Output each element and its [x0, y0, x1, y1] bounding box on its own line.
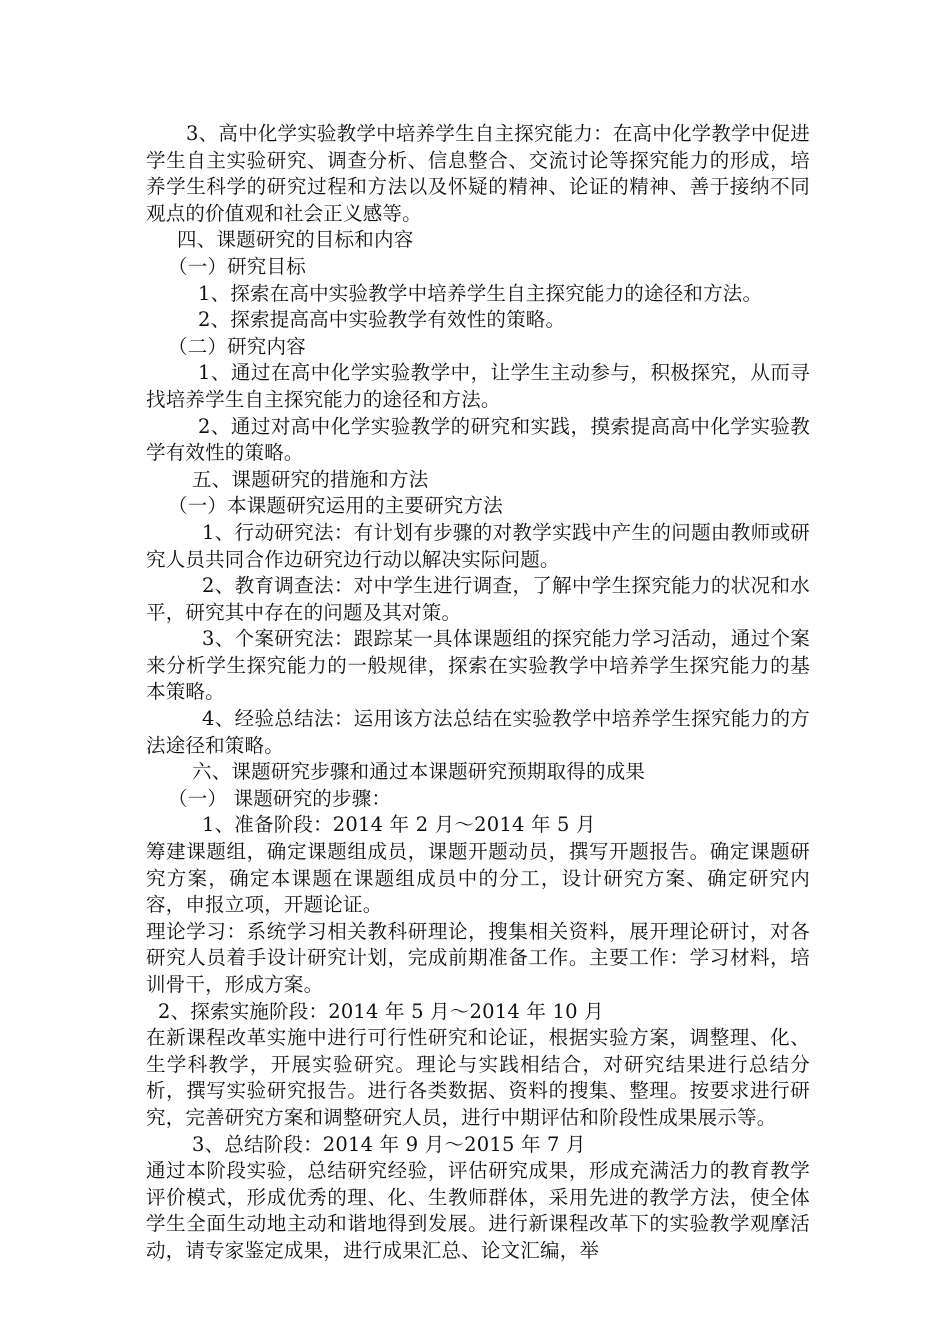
- stage-heading-2: 2、探索实施阶段：2014 年 5 月～2014 年 10 月: [158, 999, 604, 1023]
- stage-heading-3: 3、总结阶段：2014 年 9 月～2015 年 7 月: [192, 1132, 586, 1156]
- subsection-heading-content: （二）研究内容: [168, 334, 306, 358]
- paragraph-goal-3: 3、高中化学实验教学中培养学生自主探究能力：在高中化学教学中促进学生自主实验研究、调查分析、信息整合、交流讨论等探究能力的形成，培养学生科学的研究过程和方法以及怀疑的精神、论证的精神、善于接纳不同观点的价值观和社会正义感等。: [146, 122, 810, 225]
- stage-1-paragraph: 筹建课题组，确定课题组成员，课题开题动员，撰写开题报告。确定课题研究方案，确定本课题在课题组成员中的分工，设计研究方案、确定研究内容，申报立项，开题论证。: [146, 840, 810, 917]
- content-item-2: 2、通过对高中化学实验教学的研究和实践，摸索提高高中化学实验教学有效性的策略。: [146, 414, 810, 465]
- section-heading-6: 六、课题研究步骤和通过本课题研究预期取得的成果: [192, 760, 646, 784]
- section-heading-5: 五、课题研究的措施和方法: [192, 467, 429, 491]
- subsection-heading-methods: （一）本课题研究运用的主要研究方法: [168, 494, 503, 518]
- document-body: [146, 121, 810, 1265]
- stage-3-paragraph: 通过本阶段实验，总结研究经验，评估研究成果，形成充满活力的教育教学评价模式，形成优秀的理、化、生教师群体，采用先进的教学方法，使全体学生全面生动地主动和谐地得到发展。进行新课程改革下的实验教学观摩活动，请专家鉴定成果，进行成果汇总、论文汇编，举: [146, 1159, 810, 1262]
- content-item-1: 1、通过在高中化学实验教学中，让学生主动参与，积极探究，从而寻找培养学生自主探究能力的途径和方法。: [146, 361, 810, 411]
- theory-study-paragraph: 理论学习：系统学习相关教科研理论，搜集相关资料，展开理论研讨，对各研究人员着手设计研究计划，完成前期准备工作。主要工作：学习材料，培训骨干，形成方案。: [146, 919, 810, 996]
- subsection-heading-objectives: （一）研究目标: [168, 254, 306, 278]
- objective-item-1: 1、探索在高中实验教学中培养学生自主探究能力的途径和方法。: [198, 281, 763, 305]
- method-item-3: 3、个案研究法：跟踪某一具体课题组的探究能力学习活动，通过个案来分析学生探究能力的一般规律，探索在实验教学中培养学生探究能力的基本策略。: [146, 627, 810, 704]
- stage-heading-1: 1、准备阶段：2014 年 2 月～2014 年 5 月: [202, 813, 596, 837]
- objective-item-2: 2、探索提高高中实验教学有效性的策略。: [198, 308, 566, 332]
- section-heading-4: 四、课题研究的目标和内容: [177, 228, 414, 252]
- subsection-heading-steps: （一） 课题研究的步骤：: [168, 786, 392, 810]
- method-item-1: 1、行动研究法：有计划有步骤的对教学实践中产生的问题由教师或研究人员共同合作边研究边行动以解决实际问题。: [146, 520, 810, 571]
- method-item-2: 2、教育调查法：对中学生进行调查，了解中学生探究能力的状况和水平，研究其中存在的问题及其对策。: [146, 574, 810, 624]
- stage-2-paragraph: 在新课程改革实施中进行可行性研究和论证，根据实验方案，调整理、化、生学科教学，开展实验研究。理论与实践相结合，对研究结果进行总结分析，撰写实验研究报告。进行各类数据、资料的搜集、整理。按要求进行研究，完善研究方案和调整研究人员，进行中期评估和阶段性成果展示等。: [146, 1026, 810, 1129]
- method-item-4: 4、经验总结法：运用该方法总结在实验教学中培养学生探究能力的方法途径和策略。: [146, 707, 810, 757]
